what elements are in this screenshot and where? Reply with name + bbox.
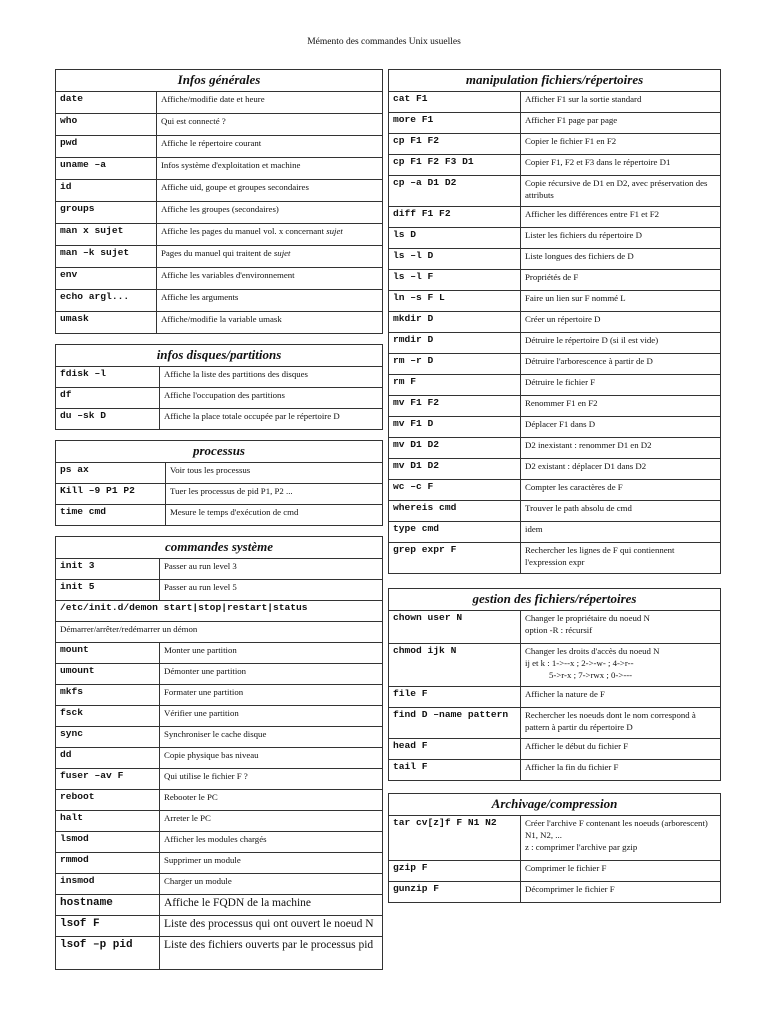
description: Afficher le début du fichier F — [521, 739, 721, 760]
command: echo argl... — [56, 290, 157, 312]
section-title: Archivage/compression — [389, 794, 721, 816]
section-commandes-systeme — [55, 536, 383, 970]
command: du –sk D — [56, 409, 160, 430]
command: lsof F — [56, 916, 160, 937]
command: cp F1 F2 F3 D1 — [389, 155, 521, 176]
description: Afficher la nature de F — [521, 687, 721, 708]
description: Propriétés de F — [521, 270, 721, 291]
command: chmod ijk N — [389, 644, 521, 687]
description: Rechercher les lignes de F qui contiennent l'expression expr — [521, 543, 721, 574]
description: Copie physique bas niveau — [160, 748, 383, 769]
command: head F — [389, 739, 521, 760]
command: chown user N — [389, 611, 521, 644]
description-line: option -R : récursif — [525, 625, 593, 635]
command: mv D1 D2 — [389, 438, 521, 459]
command: mkdir D — [389, 312, 521, 333]
description: Décomprimer le fichier F — [521, 882, 721, 903]
description — [157, 246, 383, 268]
command: rm –r D — [389, 354, 521, 375]
command: tail F — [389, 760, 521, 781]
description: Passer au run level 5 — [160, 580, 383, 601]
description: D2 inexistant : renommer D1 en D2 — [521, 438, 721, 459]
description-line: Changer les droits d'accès du noeud N — [525, 646, 660, 656]
command: ls D — [389, 228, 521, 249]
description: Démarrer/arrêter/redémarrer un démon — [56, 622, 383, 643]
command: mount — [56, 643, 160, 664]
section-title: infos disques/partitions — [56, 345, 383, 367]
description: Infos système d'exploitation et machine — [157, 158, 383, 180]
command: rmmod — [56, 853, 160, 874]
command: grep expr F — [389, 543, 521, 574]
description: Liste des processus qui ont ouvert le noeud N — [160, 916, 383, 937]
description-text: Affiche les pages du manuel vol. x concernant — [161, 226, 325, 236]
description: Arreter le PC — [160, 811, 383, 832]
section-title: commandes système — [56, 537, 383, 559]
description: Comprimer le fichier F — [521, 861, 721, 882]
command: fsck — [56, 706, 160, 727]
command: whereis cmd — [389, 501, 521, 522]
description: Qui utilise le fichier F ? — [160, 769, 383, 790]
command: lsmod — [56, 832, 160, 853]
description: Afficher F1 page par page — [521, 113, 721, 134]
section-infos-generales — [55, 69, 383, 334]
command: mv F1 F2 — [389, 396, 521, 417]
description: Voir tous les processus — [166, 463, 383, 484]
command: cat F1 — [389, 92, 521, 113]
description: Vérifier une partition — [160, 706, 383, 727]
command: ls –l D — [389, 249, 521, 270]
command: more F1 — [389, 113, 521, 134]
description-line: z : comprimer l'archive par gzip — [525, 842, 638, 852]
description: Afficher les modules chargés — [160, 832, 383, 853]
command: mv F1 D — [389, 417, 521, 438]
command: man –k sujet — [56, 246, 157, 268]
description: Lister les fichiers du répertoire D — [521, 228, 721, 249]
command: fdisk –l — [56, 367, 160, 388]
section-title: processus — [56, 441, 383, 463]
command: mkfs — [56, 685, 160, 706]
command: diff F1 F2 — [389, 207, 521, 228]
command: man x sujet — [56, 224, 157, 246]
command: ln –s F L — [389, 291, 521, 312]
description: Formater une partition — [160, 685, 383, 706]
description — [521, 816, 721, 861]
command: /etc/init.d/demon start|stop|restart|status — [56, 601, 383, 622]
description: Renommer F1 en F2 — [521, 396, 721, 417]
command: date — [56, 92, 157, 114]
description: Compter les caractères de F — [521, 480, 721, 501]
description: Affiche les variables d'environnement — [157, 268, 383, 290]
description: Mesure le temps d'exécution de cmd — [166, 505, 383, 526]
command: init 5 — [56, 580, 160, 601]
description: Détruire le répertoire D (si il est vide) — [521, 333, 721, 354]
command: type cmd — [389, 522, 521, 543]
section-title: Infos générales — [56, 70, 383, 92]
description: Liste des fichiers ouverts par le processus pid — [160, 937, 383, 970]
description: Copie récursive de D1 en D2, avec préservation des attributs — [521, 176, 721, 207]
command: tar cv[z]f F N1 N2 — [389, 816, 521, 861]
command: reboot — [56, 790, 160, 811]
description: Passer au run level 3 — [160, 559, 383, 580]
description: Afficher les différences entre F1 et F2 — [521, 207, 721, 228]
command: fuser –av F — [56, 769, 160, 790]
description: Rechercher les noeuds dont le nom correspond à pattern à partir du répertoire D — [521, 708, 721, 739]
right-column — [388, 69, 721, 903]
description: Rebooter le PC — [160, 790, 383, 811]
description: Détruire le fichier F — [521, 375, 721, 396]
page-title: Mémento des commandes Unix usuelles — [307, 37, 461, 47]
command: time cmd — [56, 505, 166, 526]
section-title: gestion des fichiers/répertoires — [389, 589, 721, 611]
description: Charger un module — [160, 874, 383, 895]
description: Affiche les arguments — [157, 290, 383, 312]
command: hostname — [56, 895, 160, 916]
description: idem — [521, 522, 721, 543]
description: Détruire l'arborescence à partir de D — [521, 354, 721, 375]
description: Affiche le FQDN de la machine — [160, 895, 383, 916]
description: Affiche la place totale occupée par le répertoire D — [160, 409, 383, 430]
description: Monter une partition — [160, 643, 383, 664]
command: halt — [56, 811, 160, 832]
left-column — [55, 69, 383, 970]
section-infos-disques — [55, 344, 383, 430]
description: Affiche l'occupation des partitions — [160, 388, 383, 409]
description: D2 existant : déplacer D1 dans D2 — [521, 459, 721, 480]
description: Affiche/modifie la variable umask — [157, 312, 383, 334]
command: ps ax — [56, 463, 166, 484]
description: Afficher la fin du fichier F — [521, 760, 721, 781]
description: Synchroniser le cache disque — [160, 727, 383, 748]
description: Affiche/modifie date et heure — [157, 92, 383, 114]
description: Déplacer F1 dans D — [521, 417, 721, 438]
command: who — [56, 114, 157, 136]
command: df — [56, 388, 160, 409]
command: find D –name pattern — [389, 708, 521, 739]
command: dd — [56, 748, 160, 769]
description-line: 5->r-x ; 7->rwx ; 0->--- — [549, 670, 633, 680]
command: cp –a D1 D2 — [389, 176, 521, 207]
command: init 3 — [56, 559, 160, 580]
description: Tuer les processus de pid P1, P2 ... — [166, 484, 383, 505]
command: wc –c F — [389, 480, 521, 501]
description: Affiche les groupes (secondaires) — [157, 202, 383, 224]
command: Kill –9 P1 P2 — [56, 484, 166, 505]
description: Supprimer un module — [160, 853, 383, 874]
description — [521, 644, 721, 687]
command: uname –a — [56, 158, 157, 180]
description: Affiche uid, goupe et groupes secondaires — [157, 180, 383, 202]
command: umask — [56, 312, 157, 334]
command: id — [56, 180, 157, 202]
command: cp F1 F2 — [389, 134, 521, 155]
command: gzip F — [389, 861, 521, 882]
description-line: Changer le propriétaire du noeud N — [525, 613, 650, 623]
section-gestion-fichiers — [388, 588, 721, 781]
description: Démonter une partition — [160, 664, 383, 685]
command: groups — [56, 202, 157, 224]
section-title: manipulation fichiers/répertoires — [389, 70, 721, 92]
command: pwd — [56, 136, 157, 158]
description-text: Pages du manuel qui traitent de — [161, 248, 272, 258]
description: Trouver le path absolu de cmd — [521, 501, 721, 522]
section-processus — [55, 440, 383, 526]
description — [157, 224, 383, 246]
description: Qui est connecté ? — [157, 114, 383, 136]
command: file F — [389, 687, 521, 708]
command: rmdir D — [389, 333, 521, 354]
command: ls –l F — [389, 270, 521, 291]
command: env — [56, 268, 157, 290]
description: Créer un répertoire D — [521, 312, 721, 333]
description — [521, 611, 721, 644]
description-line: Créer l'archive F contenant les noeuds (arborescent) N1, N2, ... — [525, 818, 708, 840]
description-line: ij et k : 1->--x ; 2->-w- ; 4->r-- — [525, 658, 634, 668]
description-emphasis: sujet — [326, 226, 343, 236]
section-archivage-compression — [388, 793, 721, 903]
command: lsof –p pid — [56, 937, 160, 970]
description: Affiche le répertoire courant — [157, 136, 383, 158]
description: Copier F1, F2 et F3 dans le répertoire D1 — [521, 155, 721, 176]
description: Afficher F1 sur la sortie standard — [521, 92, 721, 113]
section-manipulation-fichiers — [388, 69, 721, 574]
description-emphasis: sujet — [273, 248, 291, 258]
command: sync — [56, 727, 160, 748]
command: umount — [56, 664, 160, 685]
description: Copier le fichier F1 en F2 — [521, 134, 721, 155]
description: Liste longues des fichiers de D — [521, 249, 721, 270]
description: Faire un lien sur F nommé L — [521, 291, 721, 312]
command: mv D1 D2 — [389, 459, 521, 480]
command: rm F — [389, 375, 521, 396]
command: gunzip F — [389, 882, 521, 903]
description: Affiche la liste des partitions des disques — [160, 367, 383, 388]
command: insmod — [56, 874, 160, 895]
